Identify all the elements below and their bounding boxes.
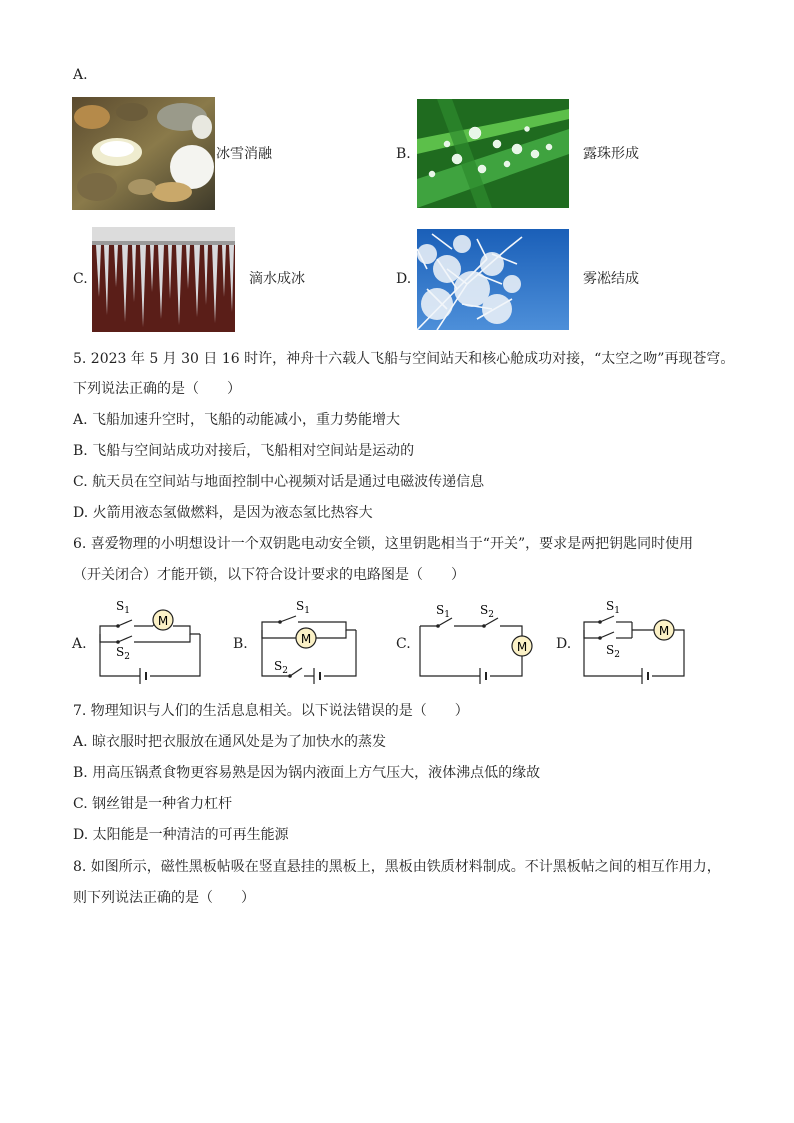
q4-option-a-letter: A. <box>73 67 88 83</box>
q6-circuit-b-label: B. <box>233 636 248 652</box>
q6-stem-line1: 6. 喜爱物理的小明想设计一个双钥匙电动安全锁，这里钥匙相当于“开关”，要求是两把钥匙同时使用 <box>73 536 694 552</box>
q5-option-d: D. 火箭用液态氢做燃料，是因为液态氢比热容大 <box>73 505 373 521</box>
svg-text:S2 <box>606 643 620 660</box>
circuit-diagram-b <box>252 596 367 688</box>
q5-option-b: B. 飞船与空间站成功对接后，飞船相对空间站是运动的 <box>73 443 415 459</box>
q6-circuit-d-label: D. <box>556 636 572 652</box>
switch-s2-letter: S <box>606 643 615 657</box>
q5-stem-line2: 下列说法正确的是（ ） <box>73 381 241 397</box>
switch-s2-subscript: 2 <box>282 666 288 676</box>
svg-text:S2 <box>116 645 130 662</box>
q8-stem-line1: 8. 如图所示，磁性黑板帖吸在竖直悬挂的黑板上，黑板由铁质材料制成。不计黑板帖之间的相互作用力， <box>73 859 721 875</box>
q7-option-d: D. 太阳能是一种清洁的可再生能源 <box>73 827 289 843</box>
q4-option-d-caption: 雾凇结成 <box>583 271 639 287</box>
motor-label: M <box>516 640 528 654</box>
q6-circuit-c-label: C. <box>396 636 411 652</box>
switch-s1-subscript: 1 <box>304 606 310 616</box>
svg-text:S1 <box>436 603 450 620</box>
switch-s2-letter: S <box>480 603 489 617</box>
q7-option-c: C. 钢丝钳是一种省力杠杆 <box>73 796 233 812</box>
svg-text:S1 <box>116 599 130 616</box>
q6-stem-line2: （开关闭合）才能开锁，以下符合设计要求的电路图是（ ） <box>73 567 465 583</box>
circuit-diagram-c <box>414 596 539 688</box>
q7-stem: 7. 物理知识与人们的生活息息相关。以下说法错误的是（ ） <box>73 703 469 719</box>
circuit-diagram-a <box>90 596 210 688</box>
switch-s1-letter: S <box>296 599 305 613</box>
svg-text:S2 <box>480 603 494 620</box>
switch-s1-letter: S <box>116 599 125 613</box>
switch-s2-letter: S <box>274 659 283 673</box>
motor-label: M <box>658 624 670 638</box>
switch-s1-subscript: 1 <box>444 610 450 620</box>
ice-melting-image <box>72 97 215 210</box>
svg-text:S1 <box>606 599 620 616</box>
q5-option-a: A. 飞船加速升空时，飞船的动能减小，重力势能增大 <box>73 412 401 428</box>
switch-s2-subscript: 2 <box>614 650 620 660</box>
q4-option-a-caption: 冰雪消融 <box>216 146 272 162</box>
motor-label: M <box>157 614 169 628</box>
q4-option-c-caption: 滴水成冰 <box>249 271 305 287</box>
switch-s1-letter: S <box>606 599 615 613</box>
q4-option-c-letter: C. <box>73 271 88 287</box>
switch-s1-subscript: 1 <box>124 606 130 616</box>
svg-text:S1 <box>296 599 310 616</box>
circuit-diagram-d <box>576 596 691 688</box>
q4-option-d-letter: D. <box>396 271 412 287</box>
q5-option-c: C. 航天员在空间站与地面控制中心视频对话是通过电磁波传递信息 <box>73 474 485 490</box>
q8-stem-line2: 则下列说法正确的是（ ） <box>73 890 255 906</box>
q7-option-b: B. 用高压锅煮食物更容易熟是因为锅内液面上方气压大，液体沸点低的缘故 <box>73 765 541 781</box>
q6-circuit-a-label: A. <box>72 636 87 652</box>
q7-option-a: A. 晾衣服时把衣服放在通风处是为了加快水的蒸发 <box>73 734 387 750</box>
switch-s2-subscript: 2 <box>488 610 494 620</box>
icicles-image <box>92 227 235 332</box>
q4-option-b-letter: B. <box>396 146 411 162</box>
switch-s1-letter: S <box>436 603 445 617</box>
dew-drops-image <box>417 99 569 208</box>
switch-s1-subscript: 1 <box>614 606 620 616</box>
switch-s2-subscript: 2 <box>124 652 130 662</box>
q5-stem-line1: 5. 2023 年 5 月 30 日 16 时许，神舟十六载人飞船与空间站天和核心舱成功对接，“太空之吻”再现苍穹。 <box>73 351 735 367</box>
svg-text:S2 <box>274 659 288 676</box>
rime-frost-image <box>417 229 569 330</box>
q4-option-b-caption: 露珠形成 <box>583 146 639 162</box>
motor-label: M <box>300 632 312 646</box>
switch-s2-letter: S <box>116 645 125 659</box>
